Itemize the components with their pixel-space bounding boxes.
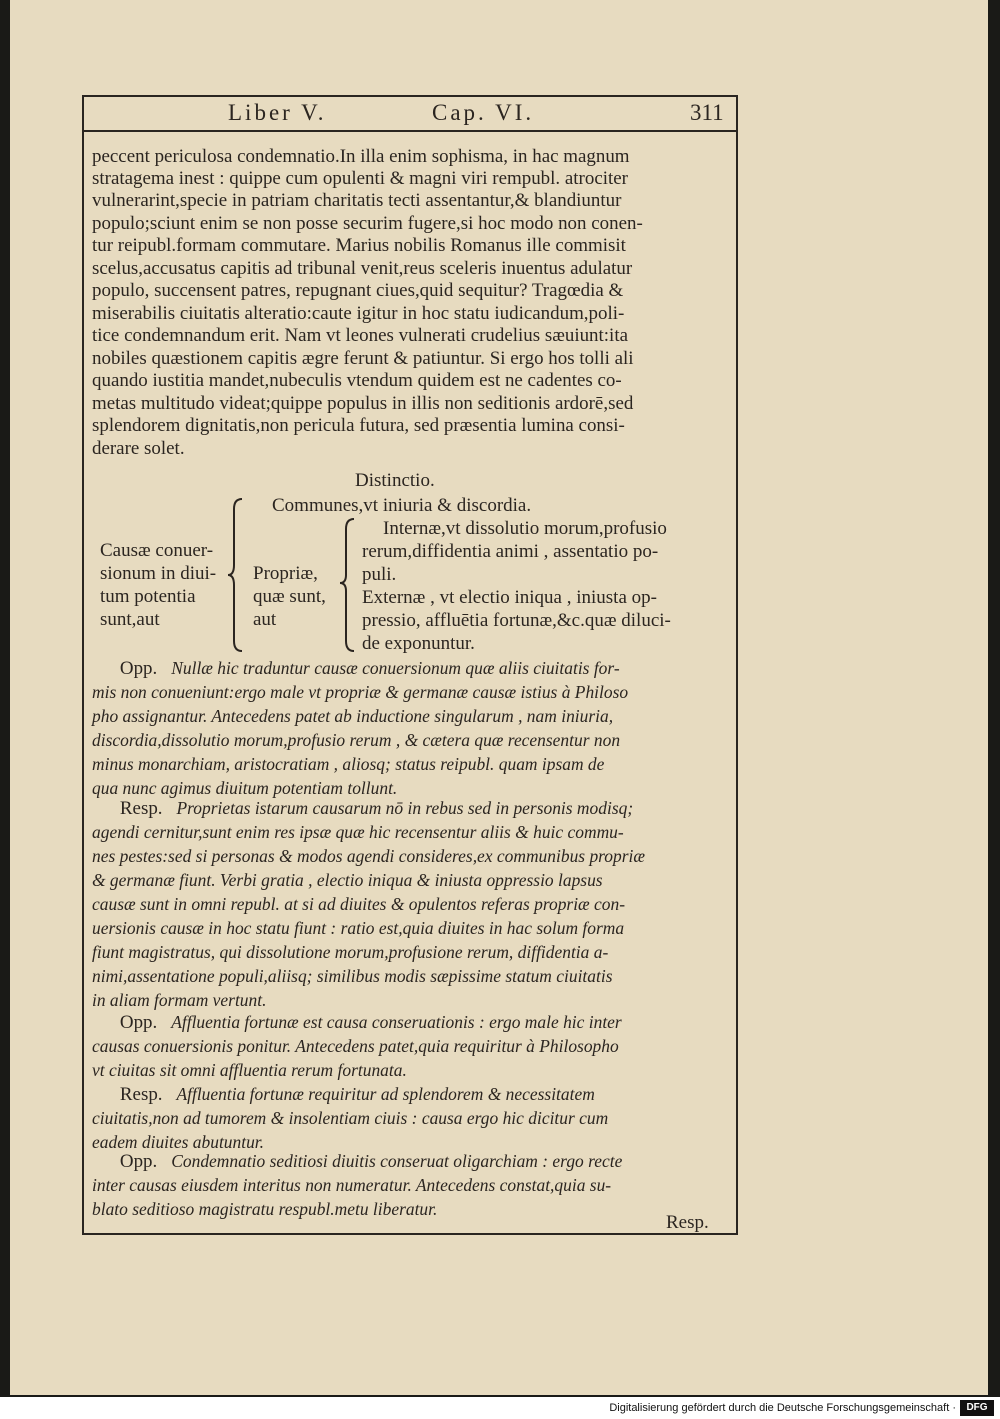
externae-text: Externæ , vt electio iniqua , iniusta op- [362,587,657,608]
body-line: nobiles quæstionem capitis ægre ferunt & patiuntur. Si ergo hos tolli ali [92,348,634,369]
argument-line: blato seditioso magistratu respubl.metu liberatur. [92,1199,438,1219]
argument-line: Opp. Condemnatio seditiosi diuitis conseruat oligarchiam : ergo recte [119,1151,623,1172]
outer-brace [226,495,246,655]
footer-credit: Digitalisierung gefördert durch die Deutsche Forschungsgemeinschaft · [609,1402,956,1414]
causae-label: Causæ conuer- [100,540,214,561]
body-line: tur reipubl.formam commutare. Marius nobilis Romanus ille commisit [92,235,626,256]
opp-label: Opp. [119,658,158,679]
body-line: tice condemnandum erit. Nam vt leones vulnerati crudelius sæuiunt:ita [92,325,628,346]
frame-left [82,95,84,1235]
body-line: populo, succensent patres, repugnant ciues,quid sequitur? Tragœdia & [92,280,624,301]
argument-line: & germanæ fiunt. Verbi gratia , electio iniqua & iniusta oppressio lapsus [92,870,603,890]
argument-line: causas conuersionis ponitur. Antecedens patet,quia requiritur à Philosopho [92,1036,619,1056]
causae-label: tum potentia [100,586,196,607]
argument-line: minus monarchiam, aristocratiam , aliosq; status reipubl. quam ipsam de [92,754,605,774]
body-line: derare solet. [92,438,185,459]
opp-label: Opp. [119,1151,158,1172]
propriae-label: quæ sunt, [253,586,326,607]
header-liber: Liber V. [228,100,327,125]
body-line: miserabilis ciuitatis alteratio:caute igitur in hoc statu iudicandum,poli- [92,303,625,324]
argument-line: discordia,dissolutio morum,profusio rerum , & cætera quæ recensentur non [92,730,621,750]
argument-line: causæ sunt in omni republ. at si ad diuites & opulentos referas propriæ con- [92,894,626,914]
argument-line: inter causas eiusdem interitus non numeratur. Antecedens constat,quia su- [92,1175,612,1195]
dfg-logo: DFG [960,1400,994,1416]
body-line: vulnerarint,specie in patriam charitatis tecti assentantur,& blandiuntur [92,190,622,211]
body-line: stratagema inest : quippe cum opulenti & magni viri rempubl. atrociter [92,168,628,189]
argument-line: qua nunc agimus diuitum potentiam tollunt. [92,778,398,798]
causae-label: sionum in diui- [100,563,217,584]
argument-line: Resp. Proprietas istarum causarum nō in rebus sed in personis modisq; [119,798,634,819]
body-line: metas multitudo videat;quippe populus in illis non seditionis ardorē,sed [92,393,634,414]
argument-line: Opp. Affluentia fortunæ est causa conseruationis : ergo male hic inter [119,1012,622,1033]
communes-text: Communes,vt iniuria & discordia. [272,495,532,516]
frame-bottom [82,1233,738,1235]
resp-label: Resp. [119,798,163,819]
header-rule-bottom [82,130,738,132]
argument-line: fiunt magistratus, qui dissolutione morum,profusione rerum, diffidentia a- [92,942,609,962]
argument-line: eadem diuites abutuntur. [92,1132,265,1152]
internae-text: rerum,diffidentia animi , assentatio po- [362,541,659,562]
body-line: populo;sciunt enim se non posse securim fugere,si hoc modo non conen- [92,213,643,234]
propriae-label: Propriæ, [253,563,318,584]
externae-text: de exponuntur. [362,633,475,654]
internae-text: Internæ,vt dissolutio morum,profusio [383,518,667,539]
body-line: quando iustitia mandet,nubeculis vtendum quidem est ne cadentes co- [92,370,622,391]
opp-label: Opp. [119,1012,158,1033]
argument-line: nimi,assentatione populi,aliisq; similibus modis sæpissime statum ciuitatis [92,966,613,986]
distinctio-title: Distinctio. [355,470,435,491]
resp-label: Resp. [119,1084,163,1105]
inner-brace [338,515,358,655]
argument-line: mis non conueniunt:ergo male vt propriæ & germanæ causæ istius à Philoso [92,682,629,702]
argument-line: nes pestes:sed si personas & modos agendi consideres,ex communibus propriæ [92,846,646,866]
body-line: scelus,accusatus capitis ad tribunal venit,reus sceleris inuentus adulatur [92,258,633,279]
header-rule-top [82,95,738,97]
body-line: peccent periculosa condemnatio.In illa enim sophisma, in hac magnum [92,146,630,167]
argument-line: vt ciuitas sit omni affluentia rerum fortunata. [92,1060,407,1080]
argument-line: ciuitatis,non ad tumorem & insolentiam ciuis : causa ergo hic dicitur cum [92,1108,609,1128]
header-cap: Cap. VI. [432,100,535,125]
argument-line: Resp. Affluentia fortunæ requiritur ad splendorem & necessitatem [119,1084,595,1105]
argument-line: uersionis causæ in hoc statu fiunt : ratio est,quia diuites in hac solum forma [92,918,625,938]
argument-line: pho assignantur. Antecedens patet ab inductione singularum , nam iniuria, [92,706,614,726]
propriae-label: aut [253,609,277,630]
externae-text: pressio, affluētia fortunæ,&c.quæ diluci- [362,610,671,631]
body-line: splendorem dignitatis,non pericula futura, sed præsentia lumina consi- [92,415,625,436]
internae-text: puli. [362,564,397,585]
argument-line: Opp. Nullæ hic traduntur causæ conuersionum quæ aliis ciuitatis for- [119,658,620,679]
argument-line: agendi cernitur,sunt enim res ipsæ quæ hic recensentur aliis & huic commu- [92,822,624,842]
catchword: Resp. [666,1212,709,1233]
causae-label: sunt,aut [100,609,160,630]
argument-line: in aliam formam vertunt. [92,990,267,1010]
frame-right [736,95,738,1235]
page-number: 311 [690,100,724,125]
